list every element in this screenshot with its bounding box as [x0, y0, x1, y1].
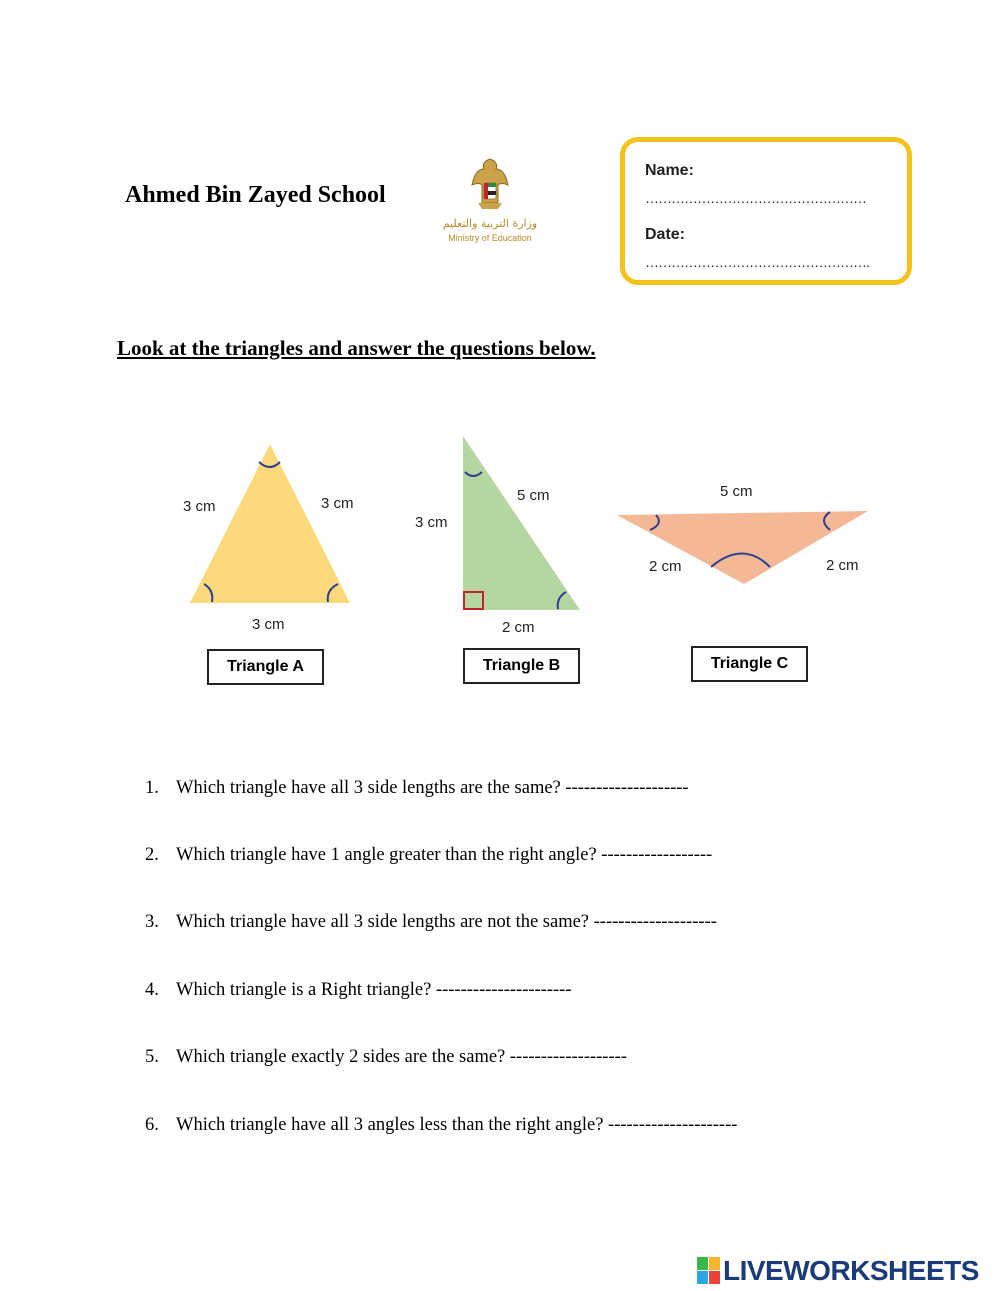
- triangle-b-side-bottom: 2 cm: [502, 619, 535, 636]
- question-text: Which triangle exactly 2 sides are the same? -------------------: [176, 1047, 627, 1067]
- question-number: 3.: [145, 912, 159, 932]
- name-label: Name:: [645, 162, 694, 179]
- brand-name: LIVEWORKSHEETS: [723, 1255, 979, 1286]
- triangles-figure: [0, 420, 1000, 720]
- date-field[interactable]: …………………………………………….: [645, 254, 869, 270]
- triangle-c-side-top: 5 cm: [720, 483, 753, 500]
- triangle-a-side-bottom: 3 cm: [252, 616, 285, 633]
- question-number: 2.: [145, 845, 159, 865]
- triangle-b-shape: [463, 436, 580, 610]
- triangle-b-label: Triangle B: [463, 648, 580, 684]
- liveworksheets-logo-icon: [697, 1257, 721, 1285]
- triangles-diagram: [0, 420, 1000, 640]
- question-number: 4.: [145, 980, 159, 1000]
- name-date-box: [620, 137, 912, 285]
- triangle-a-side-right: 3 cm: [321, 495, 354, 512]
- triangle-a-side-left: 3 cm: [183, 498, 216, 515]
- question-text: Which triangle is a Right triangle? ----------------------: [176, 980, 572, 1000]
- question-text: Which triangle have all 3 side lengths are not the same? --------------------: [176, 912, 717, 932]
- logo-arabic-text: وزارة التربية والتعليم: [442, 217, 538, 230]
- question-number: 5.: [145, 1047, 159, 1067]
- instruction-heading: Look at the triangles and answer the questions below.: [117, 336, 596, 360]
- question-item: [145, 778, 689, 799]
- ministry-logo: [440, 155, 540, 250]
- question-number: 1.: [145, 778, 159, 798]
- question-item: [145, 845, 712, 866]
- question-item: [145, 912, 717, 933]
- falcon-emblem-icon: [440, 155, 540, 215]
- triangle-c-label: Triangle C: [691, 646, 808, 682]
- logo-english-text: Ministry of Education: [448, 233, 532, 243]
- triangle-c-side-left: 2 cm: [649, 558, 682, 575]
- triangle-a-label: Triangle A: [207, 649, 324, 685]
- question-number: 6.: [145, 1115, 159, 1135]
- date-label: Date:: [645, 226, 686, 243]
- question-item: [145, 980, 571, 1001]
- question-item: [145, 1115, 737, 1136]
- question-item: [145, 1047, 627, 1068]
- school-name: Ahmed Bin Zayed School: [125, 182, 386, 208]
- triangle-b-side-left: 3 cm: [415, 514, 448, 531]
- question-text: Which triangle have 1 angle greater than the right angle? ------------------: [176, 845, 713, 865]
- triangle-b-side-hyp: 5 cm: [517, 487, 550, 504]
- triangle-c-side-right: 2 cm: [826, 557, 859, 574]
- name-field[interactable]: ……………………………………………: [645, 190, 866, 206]
- question-text: Which triangle have all 3 side lengths are the same? --------------------: [176, 778, 689, 798]
- question-text: Which triangle have all 3 angles less than the right angle? ---------------------: [176, 1115, 738, 1135]
